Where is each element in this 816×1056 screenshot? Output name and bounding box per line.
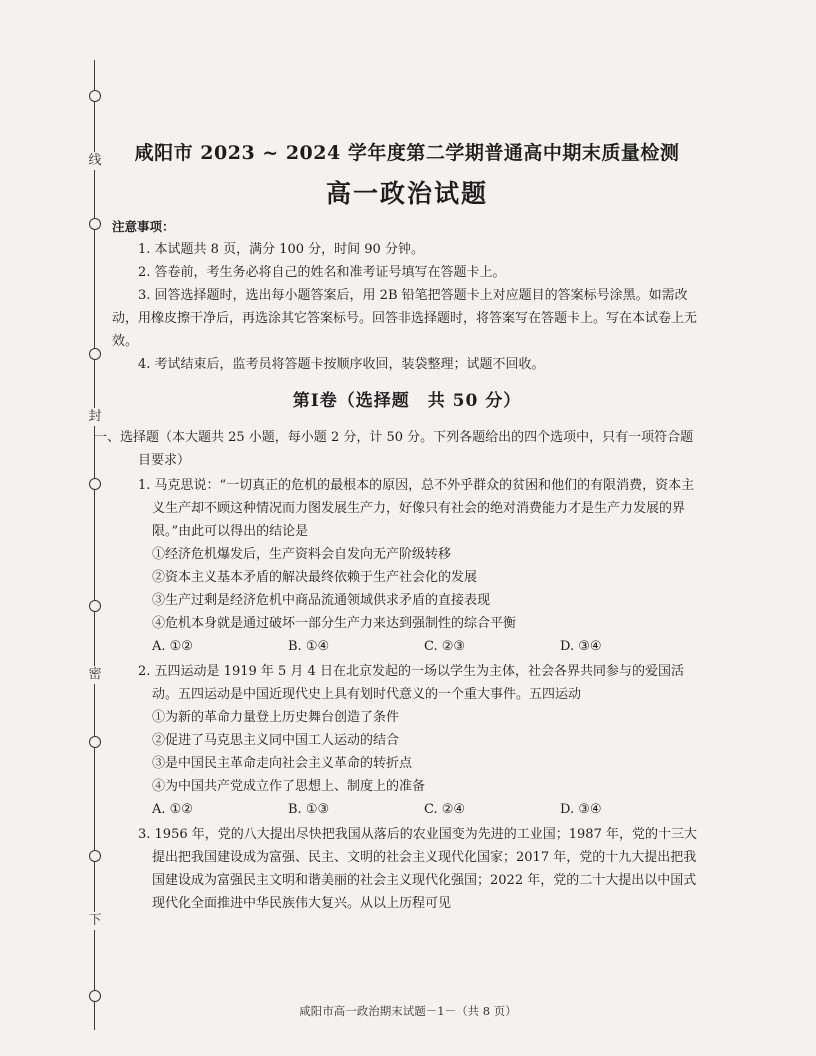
question-statement: ①经济危机爆发后，生产资料会自发向无产阶级转移 — [152, 547, 452, 562]
binding-char-xia: 下 — [86, 912, 104, 930]
choice-c: C. ②③ — [424, 639, 466, 654]
question-3 — [112, 823, 702, 915]
notice-item: 2. 答卷前，考生务必将自己的姓名和准考证号填写在答题卡上。 — [138, 265, 506, 280]
notice-item: 1. 本试题共 8 页，满分 100 分，时间 90 分钟。 — [138, 242, 424, 257]
exam-title: 咸阳市 2023 ~ 2024 学年度第二学期普通高中期末质量检测 — [134, 142, 680, 164]
binding-hole — [89, 736, 101, 748]
choice-d: D. ③④ — [560, 639, 602, 654]
question-statement: ③生产过剩是经济危机中商品流通领域供求矛盾的直接表现 — [152, 593, 491, 608]
binding-hole — [89, 218, 101, 230]
question-statement: ②资本主义基本矛盾的解决最终依赖于生产社会化的发展 — [152, 570, 478, 585]
notice-heading: 注意事项： — [112, 219, 175, 234]
question-statement: ④危机本身就是通过破坏一部分生产力来达到强制性的综合平衡 — [152, 616, 517, 631]
page-footer: 咸阳市高一政治期末试题－1－（共 8 页） — [299, 1004, 517, 1018]
question-stem: 2. 五四运动是 1919 年 5 月 4 日在北京发起的一场以学生为主体，社会各界共同参与的爱国活动。五四运动是中国近现代史上具有划时代意义的一个重大事件。五四运动 — [138, 664, 684, 702]
binding-hole — [89, 990, 101, 1002]
question-statement: ④为中国共产党成立作了思想上、制度上的准备 — [152, 779, 426, 794]
choice-c: C. ②④ — [424, 802, 466, 817]
choice-b: B. ①④ — [288, 639, 330, 654]
question-1 — [112, 474, 702, 658]
notice-item: 4. 考试结束后，监考员将答题卡按顺序收回，装袋整理；试题不回收。 — [138, 357, 545, 372]
question-statement: ②促进了马克思主义同中国工人运动的结合 — [152, 733, 400, 748]
answer-choices — [112, 635, 702, 658]
binding-hole — [89, 600, 101, 612]
choice-b: B. ①③ — [288, 802, 330, 817]
question-statement: ③是中国民主革命走向社会主义革命的转折点 — [152, 756, 413, 771]
question-2 — [112, 660, 702, 821]
binding-char-xian: 线 — [86, 152, 104, 170]
binding-hole — [89, 478, 101, 490]
exam-content — [94, 138, 702, 915]
binding-hole — [89, 850, 101, 862]
exam-subtitle: 高一政治试题 — [325, 179, 488, 208]
binding-hole — [89, 348, 101, 360]
choice-a: A. ①② — [152, 802, 193, 817]
binding-margin — [80, 60, 110, 1030]
question-stem: 1. 马克思说：“一切真正的危机的最根本的原因，总不外乎群众的贫困和他们的有限消费，资本主义生产却不顾这种情况而力图发展生产力，好像只有社会的绝对消费能力才是生产力发展的界限。”由此可以得出的结论是 — [138, 478, 695, 539]
question-stem: 3. 1956 年，党的八大提出尽快把我国从落后的农业国变为先进的工业国；1987 年，党的十三大提出把我国建设成为富强、民主、文明的社会主义现代化国家；2017 年，党的十九大提出把我国建设成为富强民主文明和谐美丽的社会主义现代化强国；2022 年，党的二十大提出以中国式现代化全面推进中华民族伟大复兴。从以上历程可见 — [138, 827, 697, 911]
choice-d: D. ③④ — [560, 802, 602, 817]
notice-item: 3. 回答选择题时，选出每小题答案后，用 2B 铅笔把答题卡上对应题目的答案标号涂黑。如需改动，用橡皮擦干净后，再选涂其它答案标号。回答非选择题时，将答案写在答题卡上。写在本试卷上无效。 — [112, 288, 698, 349]
section-heading: 第Ⅰ卷（选择题 共 50 分） — [292, 391, 522, 411]
binding-hole — [89, 90, 101, 102]
binding-char-mi: 密 — [86, 666, 104, 684]
binding-char-feng: 封 — [86, 408, 104, 426]
answer-choices — [112, 798, 702, 821]
binding-line — [94, 60, 95, 1030]
question-statement: ①为新的革命力量登上历史舞台创造了条件 — [152, 710, 400, 725]
choice-a: A. ①② — [152, 639, 193, 654]
section-intro: 一、选择题（本大题共 25 小题，每小题 2 分，计 50 分。下列各题给出的四个选项中，只有一项符合题目要求） — [94, 430, 694, 468]
